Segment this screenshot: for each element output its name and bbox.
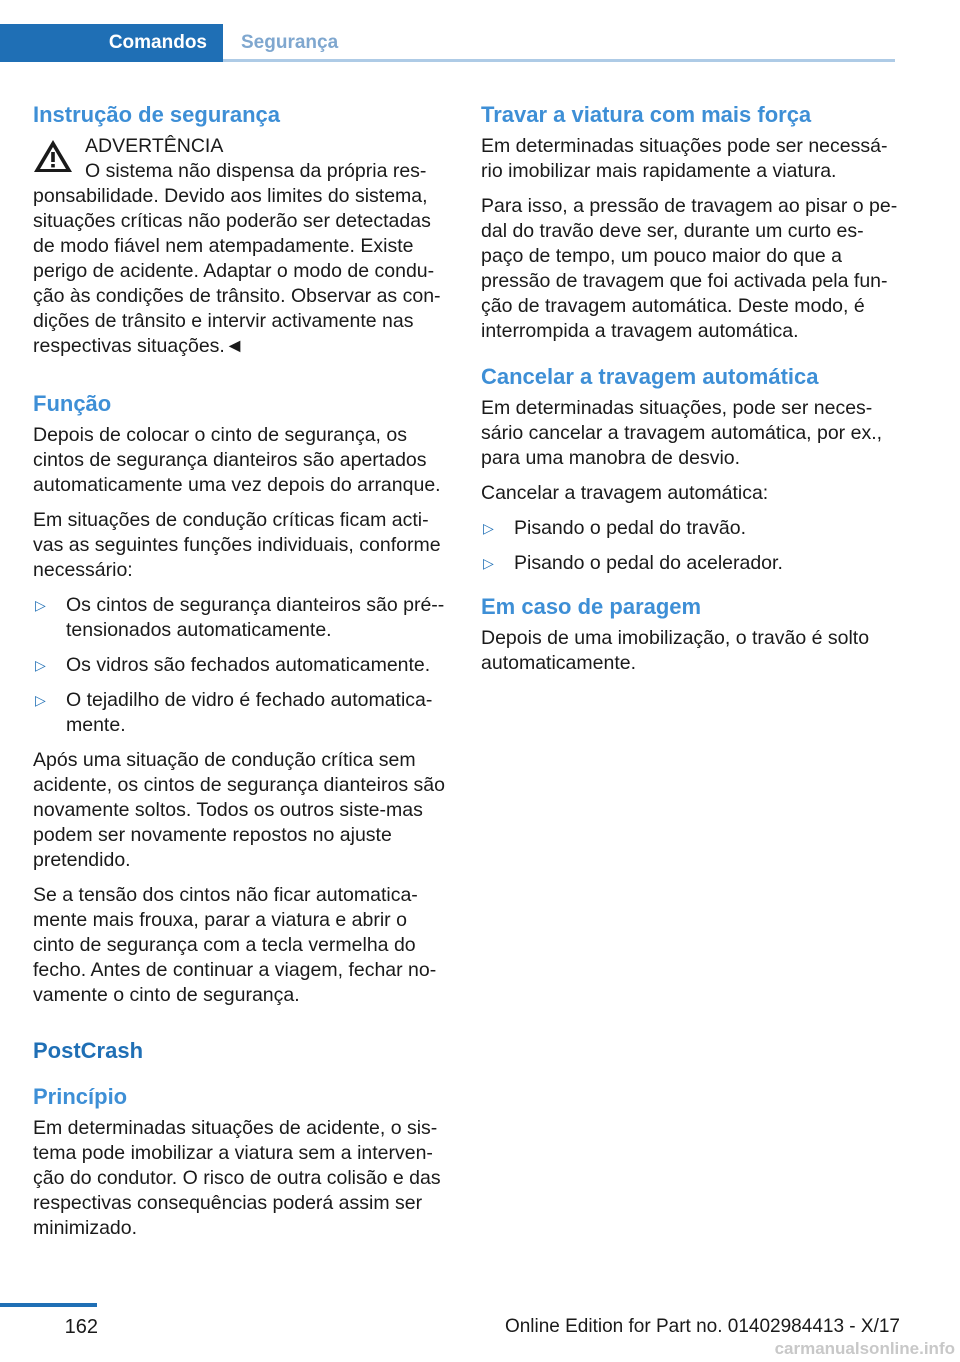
list-item <box>33 593 451 643</box>
list-item-text: Os cintos de segurança dianteiros são pré--tensionados automaticamente. <box>66 594 445 641</box>
list-item <box>481 516 899 541</box>
heading-funcao: Função <box>33 391 112 416</box>
list-item <box>33 653 451 678</box>
paragraph: Depois de colocar o cinto de segurança, os cintos de segurança dianteiros são apertados automaticamente uma vez depois do arranque. <box>33 424 441 496</box>
tab-seguranca-label: Segurança <box>241 32 339 53</box>
heading-postcrash: PostCrash <box>33 1038 144 1063</box>
function-list <box>33 593 451 738</box>
paragraph: Para isso, a pressão de travagem ao pisar o pe-dal do travão deve ser, durante um curto es-paço de tempo, um pouco maior do que a pressão de travagem que foi activada pela fun-ção de travagem automática. Deste modo, é interrompida a travagem automática. <box>481 195 898 342</box>
watermark: carmanualsonline.info <box>774 1339 955 1358</box>
tab-comandos-label: Comandos <box>108 32 207 53</box>
header-bar <box>0 0 960 62</box>
paragraph: Em determinadas situações, pode ser neces-sário cancelar a travagem automática, por ex., para uma manobra de desvio. <box>481 397 883 469</box>
heading-principio: Princípio <box>33 1084 128 1109</box>
paragraph: Se a tensão dos cintos não ficar automatica-mente mais frouxa, parar a viatura e abrir o cinto de segurança com a tecla vermelha do fecho. Antes de continuar a viagem, fechar no-vamente o cinto de segurança. <box>33 884 437 1006</box>
footer-divider <box>0 1303 97 1307</box>
paragraph: Em determinadas situações pode ser necessá-rio imobilizar mais rapidamente a viatura. <box>481 135 888 182</box>
edition-text: Online Edition for Part no. 01402984413 - X/17 <box>504 1316 900 1337</box>
list-item-text: Pisando o pedal do acelerador. <box>514 552 783 574</box>
left-column <box>33 100 451 1251</box>
heading-instrucao: Instrução de segurança <box>33 102 280 127</box>
paragraph: Depois de uma imobilização, o travão é solto automaticamente. <box>481 627 870 674</box>
warning-block <box>33 134 451 359</box>
paragraph: Cancelar a travagem automática: <box>481 482 769 504</box>
right-column <box>481 100 899 686</box>
heading-paragem: Em caso de paragem <box>481 594 702 619</box>
list-item-text: Pisando o pedal do travão. <box>514 517 747 539</box>
list-item-text: Os vidros são fechados automaticamente. <box>66 654 431 676</box>
list-item-text: O tejadilho de vidro é fechado automatica-mente. <box>66 689 433 736</box>
list-item <box>481 551 899 576</box>
tab-seguranca[interactable] <box>223 24 423 62</box>
paragraph: Em situações de condução críticas ficam acti-vas as seguintes funções individuais, conforme necessário: <box>33 509 441 581</box>
warning-heading: ADVERTÊNCIA <box>85 135 224 157</box>
triangle-bullet-icon: ▷ <box>35 692 46 708</box>
paragraph: Em determinadas situações de acidente, o sis-tema pode imobilizar a viatura sem a interven-ção do condutor. O risco de outra colisão e das respectivas consequências poderá assim ser minimizado. <box>33 1117 441 1239</box>
page-number: 162 <box>64 1316 98 1338</box>
paragraph: Após uma situação de condução crítica sem acidente, os cintos de segurança dianteiros são novamente soltos. Todos os outros siste-mas podem ser novamente repostos no ajuste pretendido. <box>33 749 445 871</box>
heading-travar: Travar a viatura com mais força <box>481 102 812 127</box>
tab-comandos[interactable] <box>0 24 223 62</box>
cancel-list <box>481 516 899 576</box>
warning-triangle-icon <box>33 138 73 174</box>
header-divider <box>223 59 895 62</box>
triangle-bullet-icon: ▷ <box>35 657 46 673</box>
triangle-bullet-icon: ▷ <box>35 597 46 613</box>
heading-cancelar: Cancelar a travagem automática <box>481 364 819 389</box>
triangle-bullet-icon: ▷ <box>483 520 494 536</box>
triangle-bullet-icon: ▷ <box>483 555 494 571</box>
list-item <box>33 688 451 738</box>
warning-text: O sistema não dispensa da própria res-ponsabilidade. Devido aos limites do sistema, situações críticas não poderão ser detectadas de modo fiável nem atempadamente. Existe perigo de acidente. Adaptar o modo de condu-ção às condições de trânsito. Observar as con-dições de trânsito e intervir activamente nas respectivas situações.◄ <box>33 160 441 357</box>
